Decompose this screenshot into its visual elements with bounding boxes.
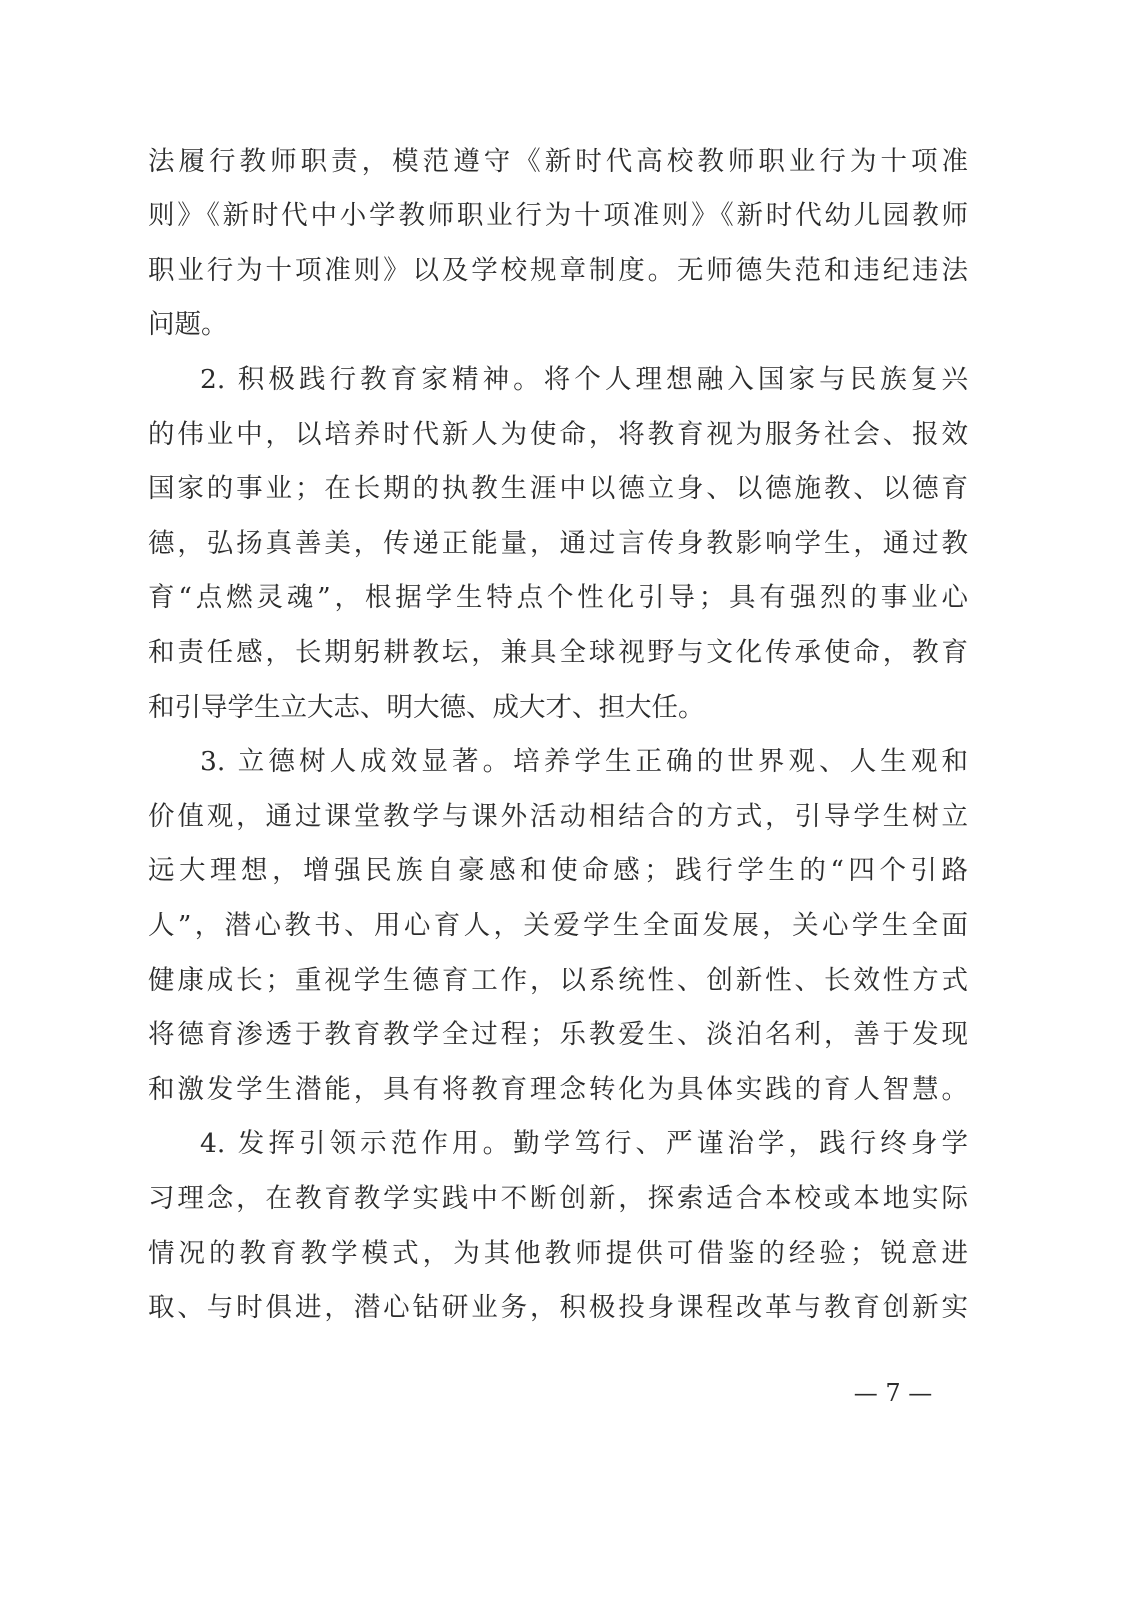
- text-line: 则》《新时代中小学教师职业行为十项准则》《新时代幼儿园教师: [148, 200, 968, 231]
- text-line: 法履行教师职责，模范遵守《新时代高校教师职业行为十项准: [148, 146, 968, 177]
- text-line: 健康成长；重视学生德育工作，以系统性、创新性、长效性方式: [148, 965, 968, 996]
- text-line: 国家的事业；在长期的执教生涯中以德立身、以德施教、以德育: [148, 473, 968, 504]
- text-line: 和激发学生潜能，具有将教育理念转化为具体实践的育人智慧。: [148, 1074, 968, 1105]
- text-line: 价值观，通过课堂教学与课外活动相结合的方式，引导学生树立: [148, 801, 968, 832]
- text-line: 的伟业中，以培养时代新人为使命，将教育视为服务社会、报效: [148, 419, 968, 450]
- text-line: 德，弘扬真善美，传递正能量，通过言传身教影响学生，通过教: [148, 528, 968, 559]
- text-line: 和责任感，长期躬耕教坛，兼具全球视野与文化传承使命，教育: [148, 637, 968, 668]
- text-line: 取、与时俱进，潜心钻研业务，积极投身课程改革与教育创新实: [148, 1292, 968, 1323]
- text-line: 人”，潜心教书、用心育人，关爱学生全面发展，关心学生全面: [148, 910, 968, 941]
- text-line: 问题。: [148, 309, 228, 340]
- paragraph-start-line: 2. 积极践行教育家精神。将个人理想融入国家与民族复兴: [200, 364, 968, 395]
- text-line: 情况的教育教学模式，为其他教师提供可借鉴的经验；锐意进: [148, 1238, 968, 1269]
- paragraph-start-line: 4. 发挥引领示范作用。勤学笃行、严谨治学，践行终身学: [200, 1128, 968, 1159]
- page-number: — 7 —: [853, 1379, 933, 1407]
- text-line: 和引导学生立大志、明大德、成大才、担大任。: [148, 692, 705, 723]
- text-line: 远大理想，增强民族自豪感和使命感；践行学生的“四个引路: [148, 855, 968, 886]
- text-line: 将德育渗透于教育教学全过程；乐教爱生、淡泊名利，善于发现: [148, 1019, 968, 1050]
- text-line: 职业行为十项准则》以及学校规章制度。无师德失范和违纪违法: [148, 255, 968, 286]
- text-line: 育“点燃灵魂”，根据学生特点个性化引导；具有强烈的事业心: [148, 582, 968, 613]
- text-line: 习理念，在教育教学实践中不断创新，探索适合本校或本地实际: [148, 1183, 968, 1214]
- paragraph-start-line: 3. 立德树人成效显著。培养学生正确的世界观、人生观和: [200, 746, 968, 777]
